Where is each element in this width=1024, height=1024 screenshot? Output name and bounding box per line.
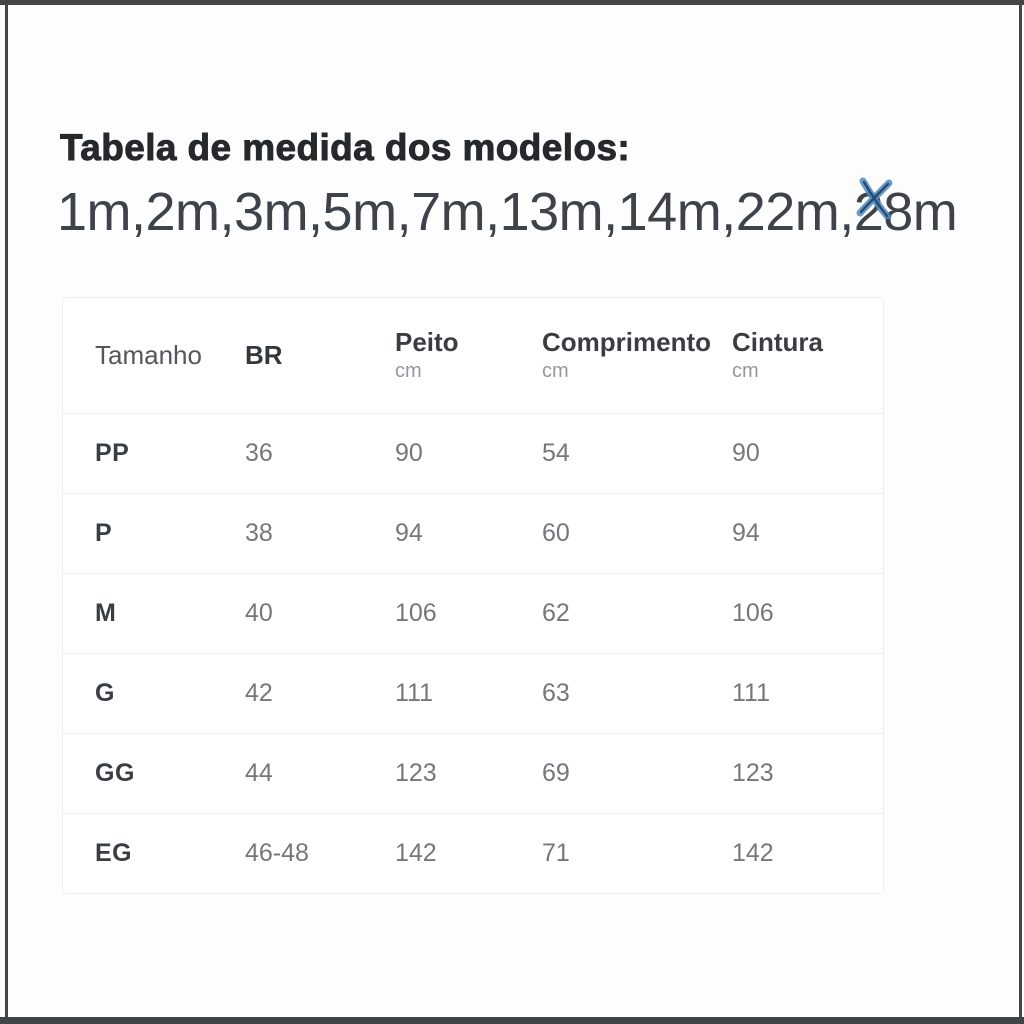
cintura-value: 123 bbox=[732, 733, 883, 813]
column-header-cintura bbox=[732, 298, 883, 413]
peito-value: 90 bbox=[395, 413, 542, 493]
comprimento-value: 69 bbox=[542, 733, 732, 813]
column-header-tamanho: Tamanho bbox=[95, 340, 202, 370]
peito-value: 106 bbox=[395, 573, 542, 653]
size-label: P bbox=[63, 493, 245, 573]
image-border-bottom bbox=[0, 1017, 1024, 1024]
image-border-left bbox=[5, 5, 8, 1017]
br-value: 38 bbox=[245, 493, 395, 573]
comprimento-value: 63 bbox=[542, 653, 732, 733]
cintura-value: 142 bbox=[732, 813, 883, 893]
page-title: Tabela de medida dos modelos: bbox=[60, 127, 631, 168]
br-value: 46-48 bbox=[245, 813, 395, 893]
column-header-peito bbox=[395, 298, 542, 413]
comprimento-value: 54 bbox=[542, 413, 732, 493]
column-header-comprimento bbox=[542, 298, 732, 413]
peito-value: 111 bbox=[395, 653, 542, 733]
cintura-value: 106 bbox=[732, 573, 883, 653]
column-header-cintura-unit: cm bbox=[732, 360, 759, 383]
column-header-peito-label: Peito bbox=[395, 326, 459, 357]
size-label: EG bbox=[63, 813, 245, 893]
br-value: 36 bbox=[245, 413, 395, 493]
br-value: 40 bbox=[245, 573, 395, 653]
comprimento-value: 60 bbox=[542, 493, 732, 573]
image-border-right bbox=[1019, 5, 1022, 1017]
size-label: G bbox=[63, 653, 245, 733]
br-value: 44 bbox=[245, 733, 395, 813]
size-label: PP bbox=[63, 413, 245, 493]
column-header-br: BR bbox=[245, 340, 283, 370]
column-header-peito-unit: cm bbox=[395, 360, 422, 383]
comprimento-value: 71 bbox=[542, 813, 732, 893]
blue-x-mark-icon bbox=[855, 175, 897, 219]
br-value: 42 bbox=[245, 653, 395, 733]
peito-value: 123 bbox=[395, 733, 542, 813]
model-heights-text: 1m,2m,3m,5m,7m,13m,14m,22m,28m bbox=[57, 182, 958, 242]
column-header-cintura-label: Cintura bbox=[732, 326, 823, 357]
column-header-comprimento-label: Comprimento bbox=[542, 326, 711, 357]
peito-value: 142 bbox=[395, 813, 542, 893]
size-table bbox=[62, 297, 884, 894]
peito-value: 94 bbox=[395, 493, 542, 573]
size-label: GG bbox=[63, 733, 245, 813]
cintura-value: 111 bbox=[732, 653, 883, 733]
cintura-value: 94 bbox=[732, 493, 883, 573]
cintura-value: 90 bbox=[732, 413, 883, 493]
size-label: M bbox=[63, 573, 245, 653]
comprimento-value: 62 bbox=[542, 573, 732, 653]
image-border-top bbox=[0, 0, 1024, 5]
column-header-comprimento-unit: cm bbox=[542, 360, 569, 383]
